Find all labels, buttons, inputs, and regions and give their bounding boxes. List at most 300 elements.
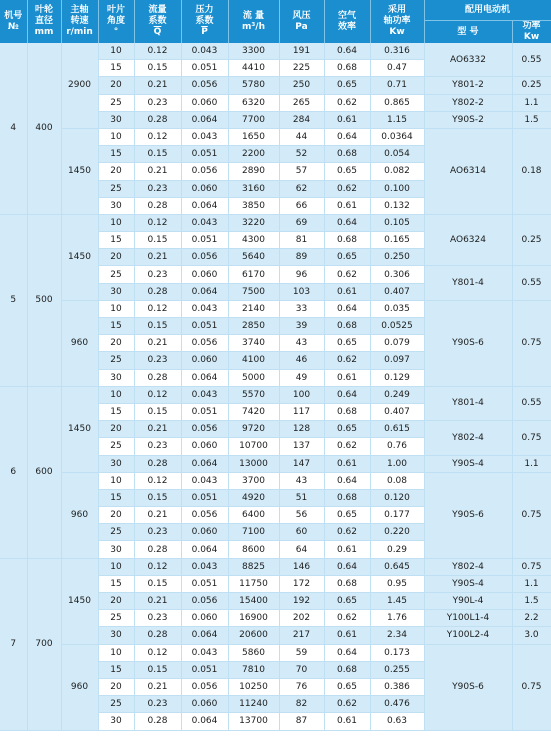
cell-press-coef: 0.060	[181, 610, 228, 627]
cell-blade-angle: 10	[98, 558, 134, 575]
cell-efficiency: 0.68	[324, 146, 370, 163]
cell-shaft-power: 0.47	[370, 60, 424, 77]
cell-motor-power: 1.1	[512, 455, 551, 472]
cell-flow-coef: 0.21	[134, 507, 181, 524]
cell-model-no: 4	[0, 43, 27, 214]
cell-flow-coef: 0.15	[134, 60, 181, 77]
cell-motor-model: AO6324	[424, 214, 512, 266]
cell-motor-power: 1.1	[512, 94, 551, 111]
header-blade-angle	[98, 0, 134, 43]
cell-flow: 3700	[228, 472, 279, 489]
cell-shaft-power: 0.132	[370, 197, 424, 214]
cell-pressure: 44	[279, 128, 324, 145]
cell-speed: 1450	[61, 558, 98, 644]
cell-blade-angle: 20	[98, 678, 134, 695]
cell-motor-model: Y802-4	[424, 558, 512, 575]
header-flow-text: 流 量 m³/h	[241, 10, 265, 32]
cell-efficiency: 0.62	[324, 266, 370, 283]
cell-shaft-power: 0.120	[370, 489, 424, 506]
table-header	[0, 0, 551, 43]
cell-pressure: 81	[279, 232, 324, 249]
cell-pressure: 64	[279, 541, 324, 558]
cell-efficiency: 0.68	[324, 60, 370, 77]
cell-shaft-power: 2.34	[370, 627, 424, 644]
cell-blade-angle: 15	[98, 575, 134, 592]
cell-blade-angle: 15	[98, 60, 134, 77]
cell-flow: 13700	[228, 713, 279, 730]
cell-flow: 8600	[228, 541, 279, 558]
cell-press-coef: 0.056	[181, 163, 228, 180]
cell-efficiency: 0.64	[324, 300, 370, 317]
cell-motor-model: Y90S-6	[424, 472, 512, 558]
cell-blade-angle: 30	[98, 369, 134, 386]
cell-pressure: 43	[279, 472, 324, 489]
header-pressure	[279, 0, 324, 43]
cell-flow-coef: 0.15	[134, 146, 181, 163]
cell-shaft-power: 0.097	[370, 352, 424, 369]
cell-speed: 2900	[61, 43, 98, 128]
cell-motor-power: 2.2	[512, 610, 551, 627]
cell-blade-angle: 25	[98, 610, 134, 627]
cell-pressure: 43	[279, 335, 324, 352]
cell-efficiency: 0.61	[324, 713, 370, 730]
cell-pressure: 33	[279, 300, 324, 317]
cell-efficiency: 0.61	[324, 111, 370, 128]
cell-flow: 10250	[228, 678, 279, 695]
cell-impeller-dia: 400	[27, 43, 61, 214]
cell-flow-coef: 0.23	[134, 266, 181, 283]
cell-efficiency: 0.65	[324, 163, 370, 180]
cell-motor-power: 0.75	[512, 644, 551, 730]
cell-shaft-power: 0.035	[370, 300, 424, 317]
cell-shaft-power: 0.63	[370, 713, 424, 730]
cell-blade-angle: 30	[98, 627, 134, 644]
cell-flow-coef: 0.12	[134, 558, 181, 575]
cell-flow: 5570	[228, 386, 279, 403]
cell-speed: 960	[61, 472, 98, 558]
header-pressure-text: 风压 Pa	[292, 10, 311, 32]
cell-press-coef: 0.064	[181, 627, 228, 644]
cell-pressure: 147	[279, 455, 324, 472]
cell-model-no: 7	[0, 558, 27, 730]
cell-motor-power: 0.25	[512, 214, 551, 266]
cell-flow-coef: 0.28	[134, 197, 181, 214]
cell-efficiency: 0.65	[324, 593, 370, 610]
cell-flow: 2200	[228, 146, 279, 163]
header-flow-coef-symbol: $\overline{Q}$	[153, 27, 162, 37]
cell-flow-coef: 0.23	[134, 524, 181, 541]
header-motor-power-text: 功率 Kw	[522, 21, 541, 42]
cell-shaft-power: 0.865	[370, 94, 424, 111]
cell-shaft-power: 0.173	[370, 644, 424, 661]
cell-flow-coef: 0.21	[134, 77, 181, 94]
table-row	[0, 644, 551, 661]
cell-pressure: 59	[279, 644, 324, 661]
cell-blade-angle: 20	[98, 335, 134, 352]
cell-pressure: 70	[279, 661, 324, 678]
cell-shaft-power: 0.645	[370, 558, 424, 575]
cell-shaft-power: 0.386	[370, 678, 424, 695]
cell-efficiency: 0.68	[324, 575, 370, 592]
cell-flow-coef: 0.21	[134, 421, 181, 438]
header-speed-text: 主轴 转速 r/min	[66, 5, 93, 37]
cell-blade-angle: 10	[98, 214, 134, 231]
cell-flow-coef: 0.15	[134, 232, 181, 249]
cell-flow: 5860	[228, 644, 279, 661]
cell-flow: 3850	[228, 197, 279, 214]
cell-efficiency: 0.64	[324, 214, 370, 231]
cell-motor-power: 1.5	[512, 111, 551, 128]
cell-press-coef: 0.043	[181, 128, 228, 145]
cell-motor-model: AO6332	[424, 43, 512, 77]
cell-flow-coef: 0.21	[134, 678, 181, 695]
cell-pressure: 51	[279, 489, 324, 506]
cell-flow-coef: 0.15	[134, 489, 181, 506]
cell-shaft-power: 0.407	[370, 403, 424, 420]
cell-flow: 2140	[228, 300, 279, 317]
cell-press-coef: 0.043	[181, 558, 228, 575]
header-efficiency	[324, 0, 370, 43]
cell-flow: 3740	[228, 335, 279, 352]
cell-flow-coef: 0.21	[134, 335, 181, 352]
cell-pressure: 225	[279, 60, 324, 77]
cell-press-coef: 0.060	[181, 524, 228, 541]
cell-press-coef: 0.064	[181, 541, 228, 558]
cell-motor-model: Y90L-4	[424, 593, 512, 610]
cell-speed: 960	[61, 644, 98, 730]
cell-blade-angle: 20	[98, 593, 134, 610]
cell-shaft-power: 0.100	[370, 180, 424, 197]
cell-efficiency: 0.61	[324, 369, 370, 386]
cell-blade-angle: 30	[98, 455, 134, 472]
header-motor-power	[512, 21, 551, 44]
header-eff-text: 空气 效率	[337, 10, 356, 32]
cell-motor-model: Y801-4	[424, 386, 512, 420]
cell-blade-angle: 25	[98, 352, 134, 369]
cell-blade-angle: 30	[98, 713, 134, 730]
cell-pressure: 49	[279, 369, 324, 386]
cell-pressure: 117	[279, 403, 324, 420]
cell-blade-angle: 10	[98, 300, 134, 317]
cell-efficiency: 0.65	[324, 421, 370, 438]
cell-shaft-power: 1.76	[370, 610, 424, 627]
cell-blade-angle: 25	[98, 94, 134, 111]
cell-press-coef: 0.051	[181, 489, 228, 506]
cell-impeller-dia: 600	[27, 386, 61, 558]
cell-shaft-power: 0.08	[370, 472, 424, 489]
cell-blade-angle: 15	[98, 403, 134, 420]
cell-motor-power: 0.75	[512, 300, 551, 386]
cell-motor-model: Y90S-6	[424, 300, 512, 386]
cell-flow: 16900	[228, 610, 279, 627]
cell-flow-coef: 0.28	[134, 627, 181, 644]
cell-flow: 7420	[228, 403, 279, 420]
cell-shaft-power: 1.45	[370, 593, 424, 610]
cell-efficiency: 0.61	[324, 197, 370, 214]
cell-shaft-power: 0.105	[370, 214, 424, 231]
cell-pressure: 250	[279, 77, 324, 94]
cell-pressure: 82	[279, 696, 324, 713]
cell-motor-model: Y100L2-4	[424, 627, 512, 644]
table-row	[0, 472, 551, 489]
cell-press-coef: 0.043	[181, 43, 228, 60]
header-flow	[228, 0, 279, 43]
cell-flow-coef: 0.12	[134, 472, 181, 489]
cell-flow: 20600	[228, 627, 279, 644]
cell-press-coef: 0.043	[181, 300, 228, 317]
cell-shaft-power: 0.165	[370, 232, 424, 249]
cell-press-coef: 0.064	[181, 111, 228, 128]
cell-pressure: 66	[279, 197, 324, 214]
cell-pressure: 89	[279, 249, 324, 266]
cell-pressure: 128	[279, 421, 324, 438]
cell-shaft-power: 0.082	[370, 163, 424, 180]
cell-flow-coef: 0.12	[134, 214, 181, 231]
cell-pressure: 172	[279, 575, 324, 592]
cell-motor-power: 0.55	[512, 266, 551, 300]
cell-blade-angle: 30	[98, 197, 134, 214]
cell-motor-model: Y802-2	[424, 94, 512, 111]
cell-flow: 4300	[228, 232, 279, 249]
cell-pressure: 103	[279, 283, 324, 300]
cell-flow-coef: 0.15	[134, 575, 181, 592]
cell-efficiency: 0.62	[324, 94, 370, 111]
cell-shaft-power: 0.306	[370, 266, 424, 283]
cell-speed: 960	[61, 300, 98, 386]
cell-blade-angle: 25	[98, 696, 134, 713]
cell-flow: 11240	[228, 696, 279, 713]
cell-efficiency: 0.64	[324, 472, 370, 489]
cell-press-coef: 0.056	[181, 77, 228, 94]
cell-efficiency: 0.62	[324, 352, 370, 369]
table-body	[0, 43, 551, 730]
cell-shaft-power: 0.615	[370, 421, 424, 438]
cell-pressure: 62	[279, 180, 324, 197]
cell-flow: 5640	[228, 249, 279, 266]
cell-flow-coef: 0.23	[134, 94, 181, 111]
cell-press-coef: 0.056	[181, 593, 228, 610]
cell-flow-coef: 0.15	[134, 661, 181, 678]
header-speed	[61, 0, 98, 43]
cell-shaft-power: 1.15	[370, 111, 424, 128]
cell-flow-coef: 0.12	[134, 386, 181, 403]
cell-pressure: 52	[279, 146, 324, 163]
cell-press-coef: 0.051	[181, 60, 228, 77]
cell-flow-coef: 0.23	[134, 696, 181, 713]
cell-flow: 10700	[228, 438, 279, 455]
cell-flow: 2850	[228, 318, 279, 335]
cell-press-coef: 0.051	[181, 146, 228, 163]
cell-motor-model: Y90S-4	[424, 575, 512, 592]
cell-flow-coef: 0.23	[134, 438, 181, 455]
cell-pressure: 60	[279, 524, 324, 541]
cell-press-coef: 0.060	[181, 352, 228, 369]
cell-motor-model: Y90S-4	[424, 455, 512, 472]
cell-flow-coef: 0.12	[134, 128, 181, 145]
cell-blade-angle: 25	[98, 438, 134, 455]
cell-blade-angle: 30	[98, 541, 134, 558]
cell-blade-angle: 10	[98, 472, 134, 489]
cell-blade-angle: 20	[98, 249, 134, 266]
cell-press-coef: 0.060	[181, 94, 228, 111]
cell-flow: 2890	[228, 163, 279, 180]
cell-press-coef: 0.043	[181, 214, 228, 231]
cell-press-coef: 0.060	[181, 266, 228, 283]
cell-blade-angle: 15	[98, 489, 134, 506]
header-flow-coef	[134, 0, 181, 43]
cell-efficiency: 0.68	[324, 403, 370, 420]
cell-flow: 6400	[228, 507, 279, 524]
cell-efficiency: 0.65	[324, 678, 370, 695]
cell-blade-angle: 10	[98, 128, 134, 145]
table-row	[0, 558, 551, 575]
cell-press-coef: 0.051	[181, 403, 228, 420]
cell-blade-angle: 25	[98, 266, 134, 283]
cell-flow-coef: 0.21	[134, 163, 181, 180]
cell-flow: 3220	[228, 214, 279, 231]
cell-pressure: 39	[279, 318, 324, 335]
cell-efficiency: 0.65	[324, 507, 370, 524]
cell-shaft-power: 0.250	[370, 249, 424, 266]
cell-efficiency: 0.68	[324, 318, 370, 335]
cell-efficiency: 0.62	[324, 610, 370, 627]
cell-efficiency: 0.64	[324, 43, 370, 60]
cell-flow: 6320	[228, 94, 279, 111]
cell-efficiency: 0.61	[324, 541, 370, 558]
cell-motor-model: Y90S-2	[424, 111, 512, 128]
cell-efficiency: 0.61	[324, 455, 370, 472]
cell-flow: 5780	[228, 77, 279, 94]
cell-flow-coef: 0.28	[134, 111, 181, 128]
table-row	[0, 128, 551, 145]
cell-model-no: 6	[0, 386, 27, 558]
cell-speed: 1450	[61, 128, 98, 214]
cell-shaft-power: 0.476	[370, 696, 424, 713]
cell-blade-angle: 20	[98, 421, 134, 438]
cell-blade-angle: 20	[98, 77, 134, 94]
cell-efficiency: 0.61	[324, 283, 370, 300]
table-row	[0, 214, 551, 231]
cell-flow-coef: 0.15	[134, 403, 181, 420]
cell-flow: 11750	[228, 575, 279, 592]
cell-flow-coef: 0.21	[134, 249, 181, 266]
header-model-no	[0, 0, 27, 43]
cell-motor-power: 3.0	[512, 627, 551, 644]
cell-motor-power: 0.75	[512, 421, 551, 455]
cell-flow: 4410	[228, 60, 279, 77]
cell-press-coef: 0.064	[181, 369, 228, 386]
cell-motor-model: Y90S-6	[424, 644, 512, 730]
cell-flow-coef: 0.28	[134, 369, 181, 386]
cell-pressure: 217	[279, 627, 324, 644]
cell-flow-coef: 0.12	[134, 644, 181, 661]
cell-press-coef: 0.060	[181, 696, 228, 713]
header-press-coef	[181, 0, 228, 43]
cell-efficiency: 0.68	[324, 489, 370, 506]
cell-pressure: 96	[279, 266, 324, 283]
cell-motor-power: 0.25	[512, 77, 551, 94]
cell-press-coef: 0.051	[181, 575, 228, 592]
cell-motor-model: Y801-2	[424, 77, 512, 94]
cell-motor-model: AO6314	[424, 128, 512, 214]
cell-press-coef: 0.043	[181, 472, 228, 489]
cell-efficiency: 0.62	[324, 180, 370, 197]
cell-flow-coef: 0.12	[134, 300, 181, 317]
cell-flow: 3300	[228, 43, 279, 60]
header-motor-group: 配用电动机	[424, 0, 551, 21]
cell-shaft-power: 0.76	[370, 438, 424, 455]
cell-shaft-power: 0.220	[370, 524, 424, 541]
cell-flow: 5000	[228, 369, 279, 386]
header-shaft-power	[370, 0, 424, 43]
cell-pressure: 57	[279, 163, 324, 180]
cell-motor-power: 0.55	[512, 386, 551, 420]
cell-motor-power: 0.75	[512, 558, 551, 575]
cell-flow: 4920	[228, 489, 279, 506]
cell-shaft-power: 0.054	[370, 146, 424, 163]
cell-impeller-dia: 700	[27, 558, 61, 730]
cell-efficiency: 0.64	[324, 558, 370, 575]
cell-blade-angle: 30	[98, 283, 134, 300]
cell-pressure: 202	[279, 610, 324, 627]
cell-blade-angle: 10	[98, 43, 134, 60]
cell-flow: 6170	[228, 266, 279, 283]
cell-blade-angle: 10	[98, 386, 134, 403]
cell-motor-power: 0.18	[512, 128, 551, 214]
cell-flow-coef: 0.28	[134, 283, 181, 300]
cell-press-coef: 0.064	[181, 455, 228, 472]
cell-shaft-power: 0.407	[370, 283, 424, 300]
cell-flow-coef: 0.28	[134, 455, 181, 472]
cell-pressure: 192	[279, 593, 324, 610]
cell-efficiency: 0.64	[324, 644, 370, 661]
cell-press-coef: 0.064	[181, 713, 228, 730]
cell-press-coef: 0.056	[181, 335, 228, 352]
cell-shaft-power: 0.249	[370, 386, 424, 403]
cell-press-coef: 0.051	[181, 318, 228, 335]
cell-motor-power: 1.1	[512, 575, 551, 592]
cell-shaft-power: 0.0364	[370, 128, 424, 145]
cell-flow-coef: 0.23	[134, 180, 181, 197]
cell-flow-coef: 0.23	[134, 352, 181, 369]
cell-efficiency: 0.64	[324, 386, 370, 403]
cell-pressure: 146	[279, 558, 324, 575]
cell-speed: 1450	[61, 386, 98, 472]
cell-blade-angle: 25	[98, 180, 134, 197]
cell-flow-coef: 0.28	[134, 713, 181, 730]
cell-flow: 7100	[228, 524, 279, 541]
cell-efficiency: 0.62	[324, 696, 370, 713]
cell-press-coef: 0.043	[181, 386, 228, 403]
cell-pressure: 69	[279, 214, 324, 231]
cell-blade-angle: 15	[98, 232, 134, 249]
header-blade-text: 叶片 角度 °	[106, 5, 125, 37]
cell-pressure: 56	[279, 507, 324, 524]
cell-motor-model: Y801-4	[424, 266, 512, 300]
cell-efficiency: 0.62	[324, 438, 370, 455]
cell-pressure: 137	[279, 438, 324, 455]
table-row	[0, 386, 551, 403]
header-shaft-text: 采用 轴功率 Kw	[383, 5, 411, 37]
cell-flow-coef: 0.12	[134, 43, 181, 60]
cell-shaft-power: 0.079	[370, 335, 424, 352]
cell-press-coef: 0.056	[181, 421, 228, 438]
cell-blade-angle: 15	[98, 146, 134, 163]
header-motor-model: 型 号	[424, 21, 512, 44]
header-flow-coef-text: 流量 系数	[148, 5, 167, 26]
cell-flow-coef: 0.23	[134, 610, 181, 627]
cell-flow: 13000	[228, 455, 279, 472]
